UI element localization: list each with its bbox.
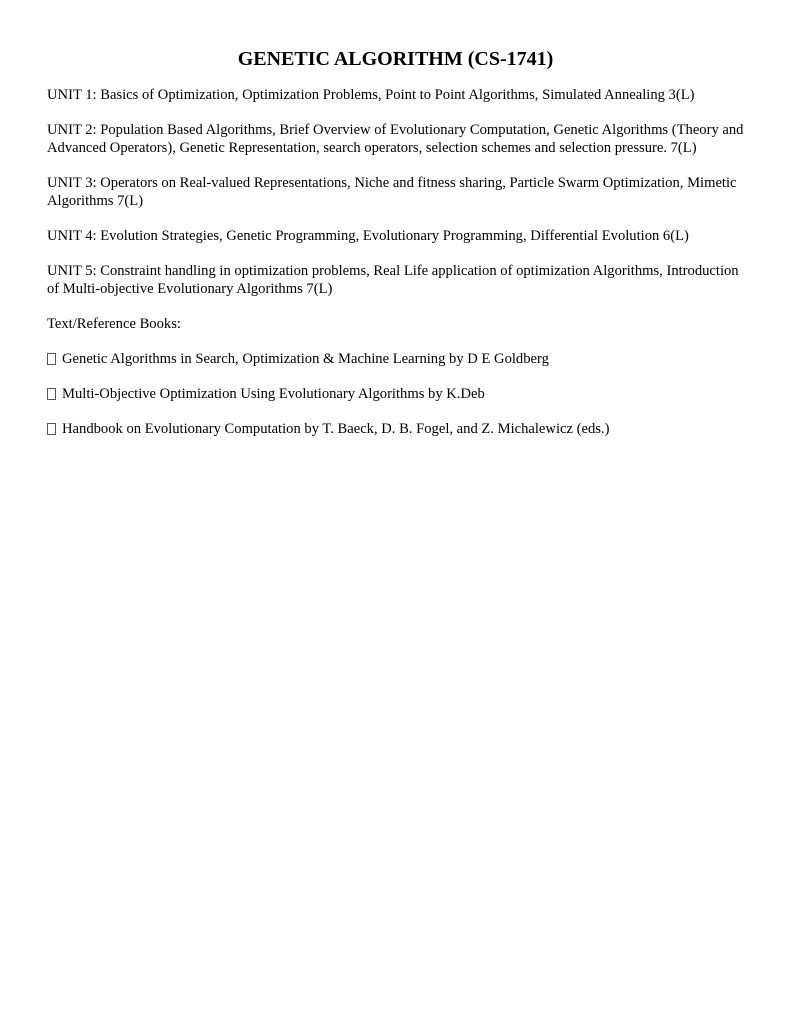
bullet-icon [47,388,56,400]
book-list-item [47,420,747,438]
page-title: GENETIC ALGORITHM (CS-1741) [237,48,554,70]
book-title: Multi-Objective Optimization Using Evolutionary Algorithms by K.Deb [62,386,485,402]
unit-1-paragraph: UNIT 1: Basics of Optimization, Optimization Problems, Point to Point Algorithms, Simulated Annealing 3(L) [47,87,695,103]
books-heading: Text/Reference Books: [47,316,181,332]
bullet-icon [47,423,56,435]
book-list-item [47,350,747,368]
unit-3-paragraph: UNIT 3: Operators on Real-valued Representations, Niche and fitness sharing, Particle Swarm Optimization, Mimetic Algorithms 7(L) [47,175,737,209]
unit-2-paragraph: UNIT 2: Population Based Algorithms, Brief Overview of Evolutionary Computation, Genetic Algorithms (Theory and Advanced Operators), Genetic Representation, search operators, selection schemes and selection pressure. 7(L) [47,122,744,156]
unit-5-paragraph: UNIT 5: Constraint handling in optimization problems, Real Life application of optimization Algorithms, Introduction of Multi-objective Evolutionary Algorithms 7(L) [47,263,739,297]
book-title: Handbook on Evolutionary Computation by T. Baeck, D. B. Fogel, and Z. Michalewicz (eds.) [62,421,610,437]
unit-4-paragraph: UNIT 4: Evolution Strategies, Genetic Programming, Evolutionary Programming, Differential Evolution 6(L) [47,228,689,244]
book-list-item [47,385,747,403]
bullet-icon [47,353,56,365]
book-title: Genetic Algorithms in Search, Optimization & Machine Learning by D E Goldberg [62,351,549,367]
document-body [47,86,747,455]
